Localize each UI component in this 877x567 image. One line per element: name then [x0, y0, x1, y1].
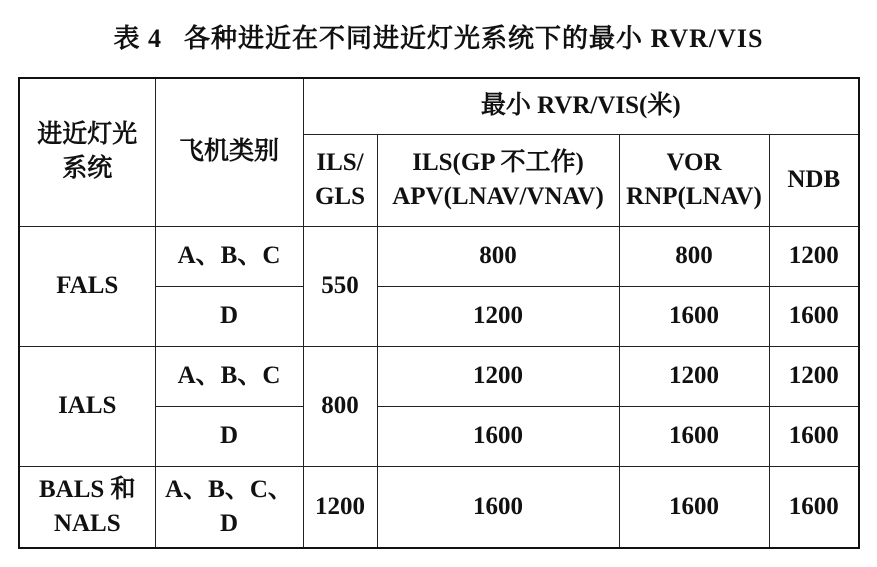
lnav-cell: 800 [377, 226, 619, 286]
header-ils-gls: ILS/ GLS [303, 134, 377, 226]
vor-cell: 800 [619, 226, 769, 286]
table-number: 表 4 [113, 24, 162, 53]
table-caption [0, 18, 877, 55]
ndb-cell: 1200 [769, 226, 859, 286]
vor-cell: 1600 [619, 466, 769, 548]
category-cell: A、B、C [155, 226, 303, 286]
lnav-cell: 1600 [377, 466, 619, 548]
table-row [19, 346, 859, 406]
header-row-1 [19, 78, 859, 134]
ndb-cell: 1600 [769, 406, 859, 466]
category-cell: A、B、C、D [155, 466, 303, 548]
category-cell: D [155, 286, 303, 346]
system-cell: FALS [19, 226, 155, 346]
min-rvr-vis-table [18, 77, 860, 549]
header-approach-lighting-system: 进近灯光 系统 [19, 78, 155, 226]
lnav-cell: 1600 [377, 406, 619, 466]
header-ndb: NDB [769, 134, 859, 226]
table-row [19, 466, 859, 548]
header-min-rvr-vis: 最小 RVR/VIS(米) [303, 78, 859, 134]
table-title: 各种进近在不同进近灯光系统下的最小 RVR/VIS [184, 24, 764, 53]
ndb-cell: 1600 [769, 286, 859, 346]
ils-cell: 550 [303, 226, 377, 346]
category-cell: A、B、C [155, 346, 303, 406]
vor-cell: 1600 [619, 286, 769, 346]
vor-cell: 1200 [619, 346, 769, 406]
header-ils-gp-apv: ILS(GP 不工作) APV(LNAV/VNAV) [377, 134, 619, 226]
ils-cell: 1200 [303, 466, 377, 548]
system-cell: IALS [19, 346, 155, 466]
table-row [19, 226, 859, 286]
header-aircraft-category: 飞机类别 [155, 78, 303, 226]
category-cell: D [155, 406, 303, 466]
lnav-cell: 1200 [377, 346, 619, 406]
lnav-cell: 1200 [377, 286, 619, 346]
ndb-cell: 1200 [769, 346, 859, 406]
header-vor-rnp: VOR RNP(LNAV) [619, 134, 769, 226]
vor-cell: 1600 [619, 406, 769, 466]
ils-cell: 800 [303, 346, 377, 466]
ndb-cell: 1600 [769, 466, 859, 548]
system-cell: BALS 和 NALS [19, 466, 155, 548]
